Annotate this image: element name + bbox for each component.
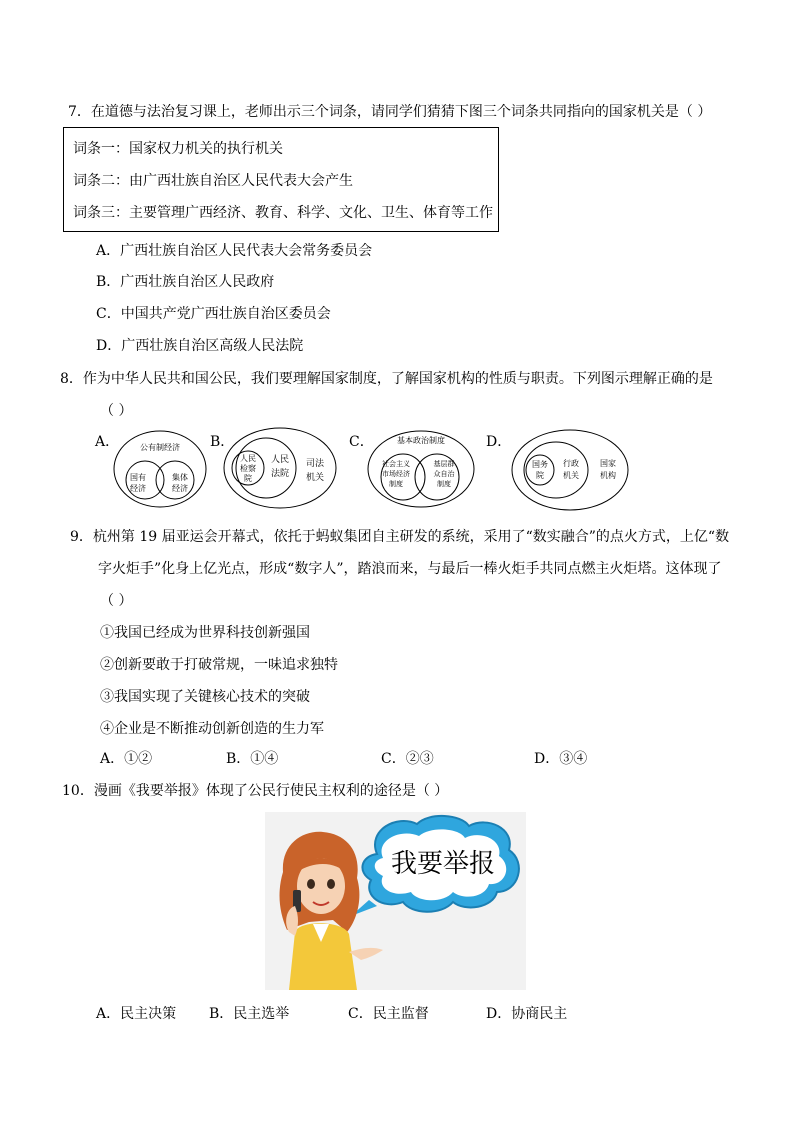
q9-option-d: D．③④ xyxy=(534,751,588,767)
q10-option-d: D．协商民主 xyxy=(486,1006,568,1022)
q7-option-d: D．广西壮族自治区高级人民法院 xyxy=(96,338,304,354)
diagram-c-outer-label: 基本政治制度 xyxy=(397,436,445,445)
q8-diagram-d-letter: D． xyxy=(486,434,512,450)
diagram-d-middle-2: 机关 xyxy=(563,471,579,480)
q10-stem: 10．漫画《我要举报》体现了公民行使民主权利的途径是（ ） xyxy=(62,783,449,799)
q10-option-b: B．民主选举 xyxy=(209,1006,290,1022)
diagram-a-outer-label: 公有制经济 xyxy=(140,443,180,452)
q7-clue-1: 词条一：国家权力机关的执行机关 xyxy=(73,141,283,157)
q9-paren: （ ） xyxy=(100,593,133,609)
q9-option-a: A．①② xyxy=(100,751,153,767)
q7-option-c: C．中国共产党广西壮族自治区委员会 xyxy=(96,306,331,322)
diagram-d-inner-2: 院 xyxy=(536,471,544,480)
diagram-c-left-3: 制度 xyxy=(389,480,403,488)
diagram-a-right-2: 经济 xyxy=(172,484,188,493)
diagram-b-inner-1: 人民 xyxy=(240,454,256,463)
q9-stem-line-1: 9．杭州第 19 届亚运会开幕式，依托于蚂蚁集团自主研发的系统，采用了“数实融合”的点火方式，上亿“数 xyxy=(70,529,730,545)
q10-option-a: A．民主决策 xyxy=(96,1006,177,1022)
q9-statement-1: ①我国已经成为世界科技创新强国 xyxy=(100,625,310,641)
q8-paren: （ ） xyxy=(100,403,133,419)
diagram-c-left-2: 市场经济 xyxy=(382,470,410,478)
q7-clue-3: 词条三：主要管理广西经济、教育、科学、文化、卫生、体育等工作 xyxy=(73,205,493,221)
q8-diagram-b xyxy=(218,424,338,512)
diagram-b-middle-2: 法院 xyxy=(270,469,290,479)
q7-stem: 7．在道德与法治复习课上，老师出示三个词条，请同学们猜猜下图三个词条共同指向的国家机关是（ ） xyxy=(68,104,712,120)
diagram-a-left-2: 经济 xyxy=(130,484,146,493)
q8-diagram-c-letter: C． xyxy=(349,434,374,450)
q8-diagram-a-letter: A． xyxy=(95,434,120,450)
q9-statement-4: ④企业是不断推动创新创造的生力军 xyxy=(100,721,324,737)
diagram-b-outer-2: 机关 xyxy=(305,473,325,483)
diagram-d-outer-2: 机构 xyxy=(600,471,616,480)
q10-option-c: C．民主监督 xyxy=(348,1006,429,1022)
cartoon-report-image xyxy=(265,812,526,990)
cartoon-bubble-text: 我要举报 xyxy=(390,849,496,879)
q8-diagram-a xyxy=(112,428,208,510)
q9-option-b: B．①④ xyxy=(226,751,279,767)
q9-option-c: C．②③ xyxy=(381,751,434,767)
diagram-d-inner-1: 国务 xyxy=(532,460,548,469)
diagram-d-outer-1: 国家 xyxy=(600,459,616,468)
diagram-c-right-2: 众自治 xyxy=(433,470,455,478)
q8-diagram-b-letter: B． xyxy=(210,434,235,450)
diagram-b-middle-1: 人民 xyxy=(270,455,290,465)
diagram-b-inner-3: 院 xyxy=(244,474,252,483)
diagram-b-inner-2: 检察 xyxy=(240,464,256,473)
q8-diagram-c xyxy=(366,428,476,510)
diagram-d-middle-1: 行政 xyxy=(563,459,579,468)
diagram-c-left-1: 社会主义 xyxy=(382,460,410,468)
q7-option-a: A．广西壮族自治区人民代表大会常务委员会 xyxy=(96,243,373,259)
q9-statement-3: ③我国实现了关键核心技术的突破 xyxy=(100,689,310,705)
q9-stem-line-2: 字火炬手”化身上亿光点，形成“数字人”，踏浪而来，与最后一棒火炬手共同点燃主火炬塔。这体现了 xyxy=(98,561,722,577)
diagram-a-right-1: 集体 xyxy=(172,473,188,482)
q8-stem: 8．作为中华人民共和国公民，我们要理解国家制度，了解国家机构的性质与职责。下列图示理解正确的是 xyxy=(60,371,713,387)
diagram-c-right-1: 基层群 xyxy=(433,460,455,468)
diagram-a-left-1: 国有 xyxy=(130,473,146,482)
diagram-b-outer-1: 司法 xyxy=(305,459,325,469)
diagram-c-right-3: 制度 xyxy=(437,480,451,488)
q7-option-b: B．广西壮族自治区人民政府 xyxy=(96,274,275,290)
q7-clue-2: 词条二：由广西壮族自治区人民代表大会产生 xyxy=(73,173,353,189)
q8-diagram-d xyxy=(508,426,632,514)
q9-statement-2: ②创新要敢于打破常规，一味追求独特 xyxy=(100,657,338,673)
